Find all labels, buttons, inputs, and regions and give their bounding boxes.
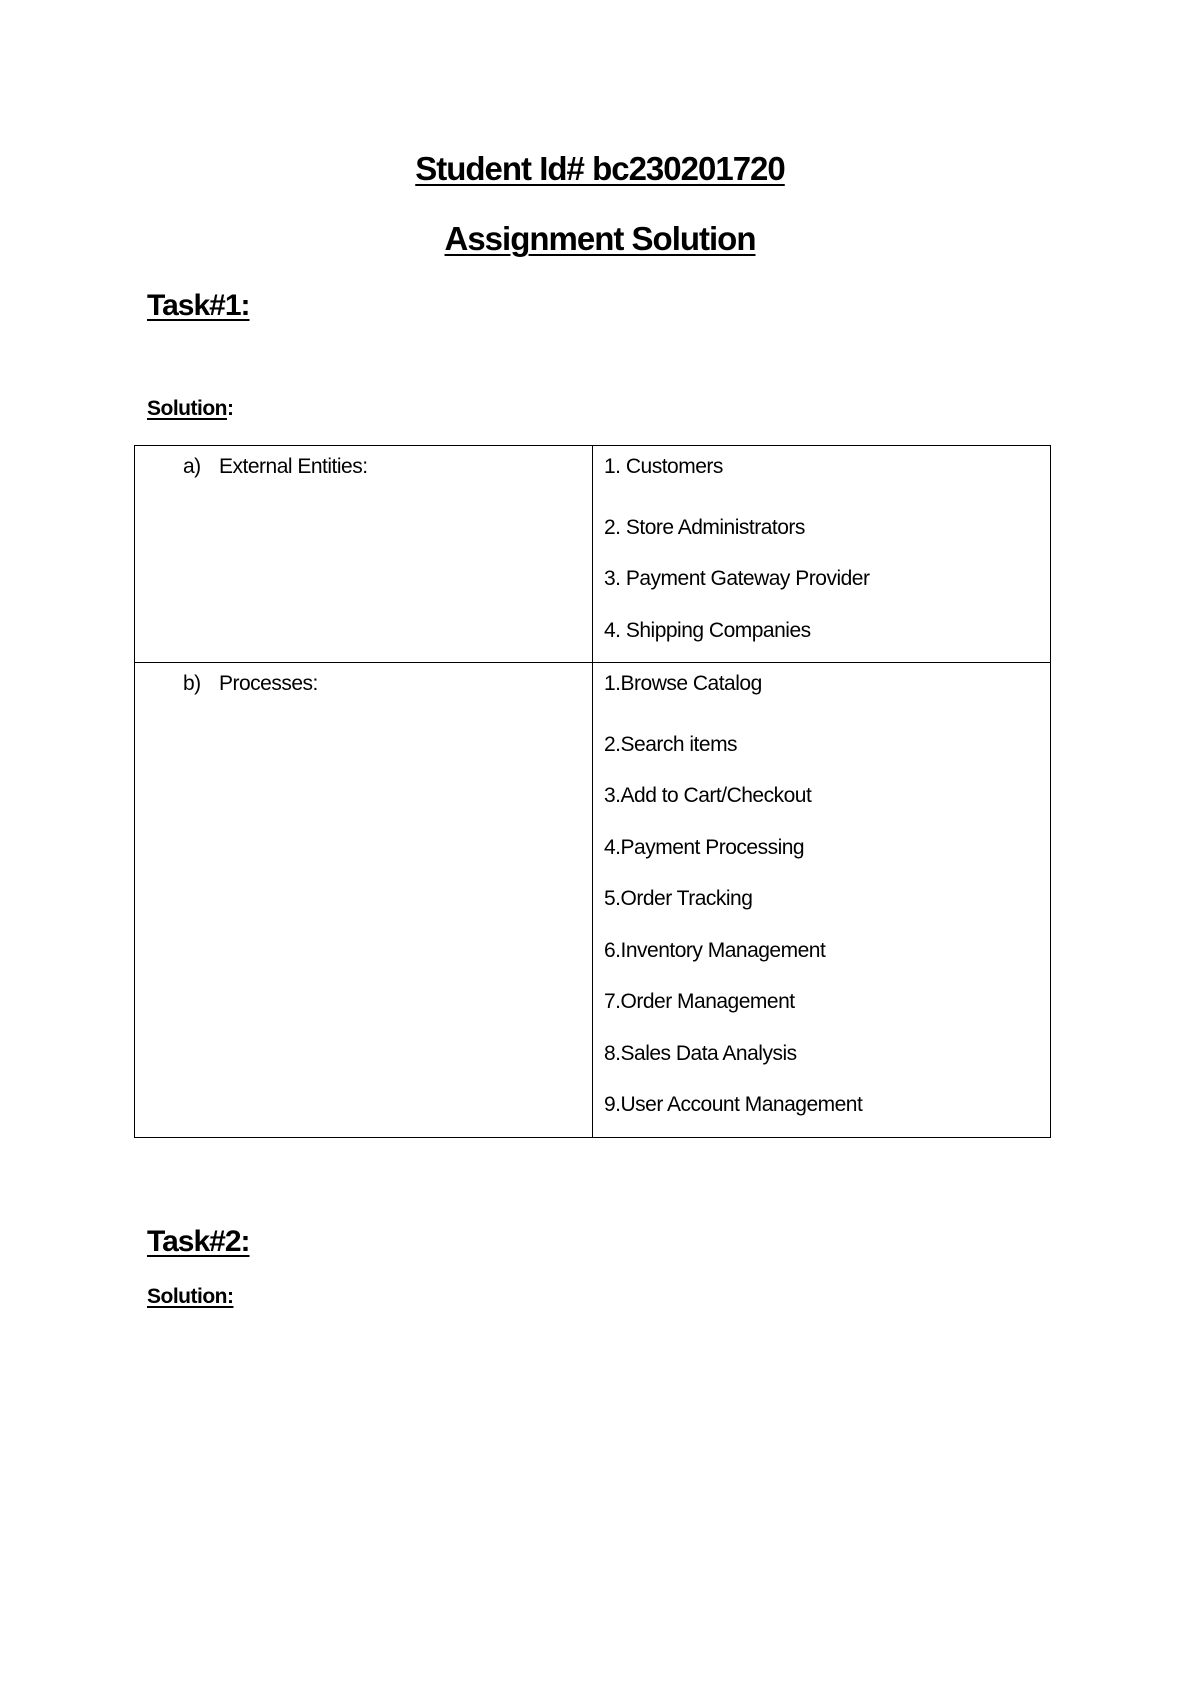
task2-solution-text: Solution: — [147, 1285, 234, 1308]
table-cell-category — [135, 446, 593, 663]
list-item: 1. Customers — [604, 455, 723, 478]
list-item: 3.Add to Cart/Checkout — [604, 784, 812, 807]
list-item: 1.Browse Catalog — [604, 672, 762, 695]
student-id-title: Student Id# bc230201720 — [415, 150, 785, 187]
list-item: 7.Order Management — [604, 990, 795, 1013]
task2-solution-label — [147, 1285, 233, 1309]
assignment-title: Assignment Solution — [444, 220, 756, 257]
list-item: 8.Sales Data Analysis — [604, 1041, 797, 1065]
task1-solution-colon: : — [226, 397, 234, 420]
row-label-external-entities: External Entities: — [219, 455, 368, 478]
task1-solution-text: Solution — [147, 397, 227, 420]
list-item: 2. Store Administrators — [604, 515, 805, 539]
list-item: 2.Search items — [604, 732, 738, 756]
row-marker: b) — [183, 672, 201, 695]
table-cell-items — [593, 663, 1051, 1138]
processes-list — [593, 663, 1050, 1137]
list-item: 9.User Account Management — [604, 1093, 863, 1116]
task1-heading: Task#1: — [147, 289, 250, 322]
table-row-processes — [135, 663, 1051, 1138]
task1-solution-table — [134, 445, 1051, 1138]
list-item: 6.Inventory Management — [604, 938, 826, 962]
table-cell-category — [135, 663, 593, 1138]
task2-heading: Task#2: — [147, 1225, 250, 1258]
external-entities-list — [593, 446, 1050, 662]
list-item: 5.Order Tracking — [604, 887, 753, 910]
list-item: 3. Payment Gateway Provider — [604, 567, 870, 590]
task1-solution-label — [147, 397, 233, 421]
table-row-external-entities — [135, 446, 1051, 663]
row-marker: a) — [183, 455, 201, 478]
list-item: 4.Payment Processing — [604, 835, 805, 859]
list-item: 4. Shipping Companies — [604, 618, 811, 642]
row-label-processes: Processes: — [219, 672, 318, 695]
table-cell-items — [593, 446, 1051, 663]
